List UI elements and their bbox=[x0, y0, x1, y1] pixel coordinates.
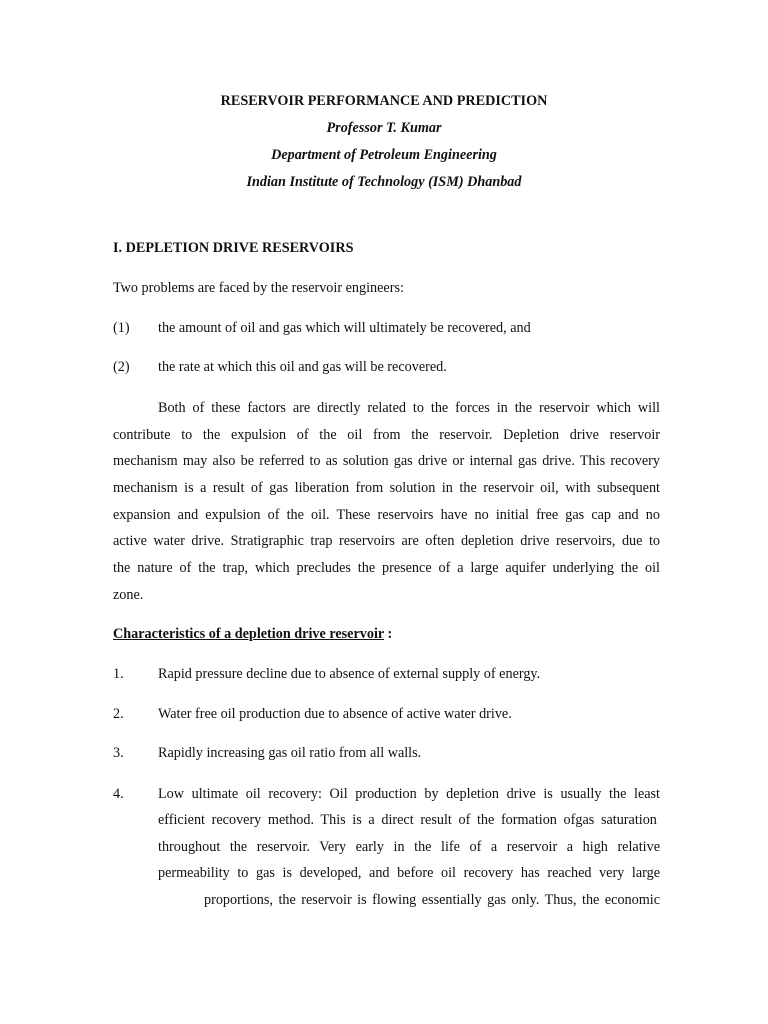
paragraph-line-text: Both of these factors are directly related to the forces in the reservoir which will bbox=[158, 400, 660, 416]
list-number: 1. bbox=[113, 666, 124, 682]
paragraph-line-text: active water drive. Stratigraphic trap reservoirs are often depletion drive reservoirs, due to bbox=[113, 533, 660, 549]
paragraph-line-text: mechanism may also be referred to as solution gas drive or internal gas drive. This recovery bbox=[113, 453, 660, 469]
paragraph-line bbox=[113, 560, 660, 577]
list-item-line bbox=[204, 892, 660, 909]
paragraph-line bbox=[158, 400, 660, 417]
list-item-line bbox=[158, 839, 660, 856]
intro-text: Two problems are faced by the reservoir engineers: bbox=[113, 280, 404, 296]
author-name: Professor T. Kumar bbox=[326, 120, 442, 136]
paragraph-line: zone. bbox=[113, 587, 144, 603]
paragraph-line-text: expansion and expulsion of the oil. These reservoirs have no initial free gas cap and no bbox=[113, 507, 660, 523]
list-item-line-text: Low ultimate oil recovery: Oil production by depletion drive is usually the least bbox=[158, 786, 660, 802]
problem-number: (1) bbox=[113, 320, 130, 336]
problem-text: the amount of oil and gas which will ultimately be recovered, and bbox=[158, 320, 531, 336]
institute-name: Indian Institute of Technology (ISM) Dhanbad bbox=[246, 174, 522, 190]
characteristics-heading-colon: : bbox=[383, 626, 393, 642]
characteristics-heading-text: Characteristics of a depletion drive reservoir bbox=[113, 626, 384, 642]
list-item-line bbox=[158, 786, 660, 803]
paragraph-line-text: contribute to the expulsion of the oil from the reservoir. Depletion drive reservoir bbox=[113, 427, 660, 443]
list-item-line-text: proportions, the reservoir is flowing essentially gas only. Thus, the economic bbox=[204, 892, 660, 908]
paragraph-line bbox=[113, 507, 660, 524]
list-number: 2. bbox=[113, 706, 124, 722]
problem-number: (2) bbox=[113, 359, 130, 375]
department-name: Department of Petroleum Engineering bbox=[271, 147, 497, 163]
problem-text: the rate at which this oil and gas will be recovered. bbox=[158, 359, 447, 375]
list-item-text: Water free oil production due to absence of active water drive. bbox=[158, 706, 512, 722]
paragraph-line bbox=[113, 533, 660, 550]
paragraph-line-text: the nature of the trap, which precludes the presence of a large aquifer underlying the oil bbox=[113, 560, 660, 576]
list-item-line bbox=[158, 812, 660, 829]
list-item-line-text: efficient recovery method. This is a direct result of the formation ofgas saturation bbox=[158, 812, 657, 828]
list-item-line-text: permeability to gas is developed, and before oil recovery has reached very large bbox=[158, 865, 660, 881]
list-item-text: Rapid pressure decline due to absence of external supply of energy. bbox=[158, 666, 541, 682]
paragraph-line-text: mechanism is a result of gas liberation from solution in the reservoir oil, with subsequent bbox=[113, 480, 660, 496]
list-item-line-text: throughout the reservoir. Very early in the life of a reservoir a high relative bbox=[158, 839, 660, 855]
paragraph-line bbox=[113, 480, 660, 497]
section-heading: I. DEPLETION DRIVE RESERVOIRS bbox=[113, 240, 354, 256]
paragraph-line bbox=[113, 453, 660, 470]
paragraph-line bbox=[113, 427, 660, 444]
document-title: RESERVOIR PERFORMANCE AND PREDICTION bbox=[220, 93, 548, 109]
list-number: 3. bbox=[113, 745, 124, 761]
list-item-line bbox=[158, 865, 660, 882]
list-item-text: Rapidly increasing gas oil ratio from all walls. bbox=[158, 745, 422, 761]
list-number: 4. bbox=[113, 786, 124, 802]
characteristics-heading bbox=[113, 626, 392, 643]
